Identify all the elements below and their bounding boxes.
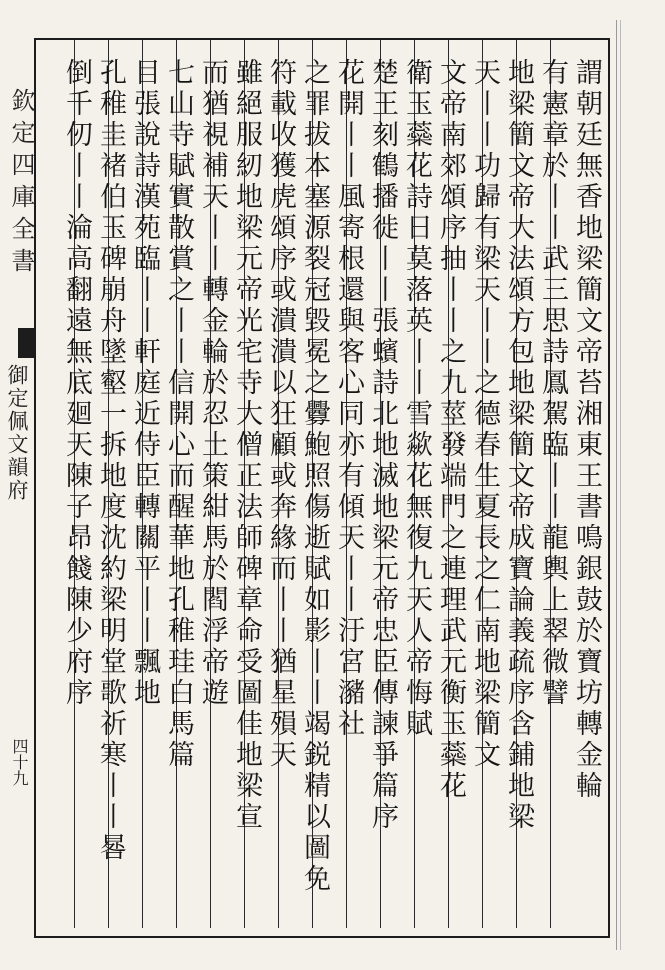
text-column: 目張說詩漢苑臨丨丨軒庭近侍臣轉關平丨丨飄地 <box>129 58 160 709</box>
page-gutter <box>0 38 34 934</box>
text-column: 衛玉蘂花詩日莫落英丨丨雪歘花無復九天人帝悔賦 <box>401 58 432 740</box>
text-column: 符載收獲虎頌序或潰潰以狂顧或奔緣而丨丨猶星殞天 <box>265 58 296 771</box>
book-title: 御定佩文韻府 <box>5 364 29 502</box>
text-column: 倒千仞丨丨淪高翻遠無底廻天陳子昂餞陳少府序 <box>61 58 92 709</box>
text-column: 楚王刻鶴播徙丨丨張蠙詩北地滅地梁元帝忠臣傳諫爭篇序 <box>367 58 398 833</box>
text-column: 而猶視補天丨丨轉金輪於忍土策紺馬於閻浮帝遊 <box>197 58 228 709</box>
fish-tail-mark <box>18 328 34 358</box>
page-number: 四十九 <box>10 738 29 786</box>
text-column: 文帝南郊頌序抽丨丨之九莖發端門之連理武元衡玉蘂花 <box>435 58 466 802</box>
text-column: 之罪拔本塞源裂冠毀冕之釁鮑照傷逝賦如影丨丨竭鋭精以圖免 <box>299 58 330 895</box>
text-column: 雖絕服紉地梁元帝光宅寺大僧正法師碑章命受圖佳地梁宣 <box>231 58 262 833</box>
text-column: 謂朝廷無香地梁簡文帝苔湘東王書鳴銀鼓於寶坊轉金輪 <box>571 58 602 802</box>
text-column: 天丨丨功歸有梁天丨丨之德春生夏長之仁南地梁簡文 <box>469 58 500 771</box>
text-column: 地梁簡文帝大法頌方包地梁簡文帝成寶論義疏序含鋪地梁 <box>503 58 534 833</box>
page-edge <box>620 20 621 950</box>
text-column: 七山寺賦實散賞之丨丨信開心而醒華地孔稚珪白馬篇 <box>163 58 194 771</box>
text-column: 花開丨丨風寄根還與客心同亦有傾天丨丨汙宮瀦社 <box>333 58 364 740</box>
gutter-header: 欽定四庫全書 <box>7 88 35 280</box>
text-column: 孔稚圭褚伯玉碑崩舟墜壑一拆地度沈約梁明堂歌祈寒丨丨晷 <box>95 58 126 864</box>
text-column: 有憲章於丨丨武三思詩鳳駕臨丨丨龍輿上翠微譬 <box>537 58 568 709</box>
page-edge <box>616 20 617 950</box>
